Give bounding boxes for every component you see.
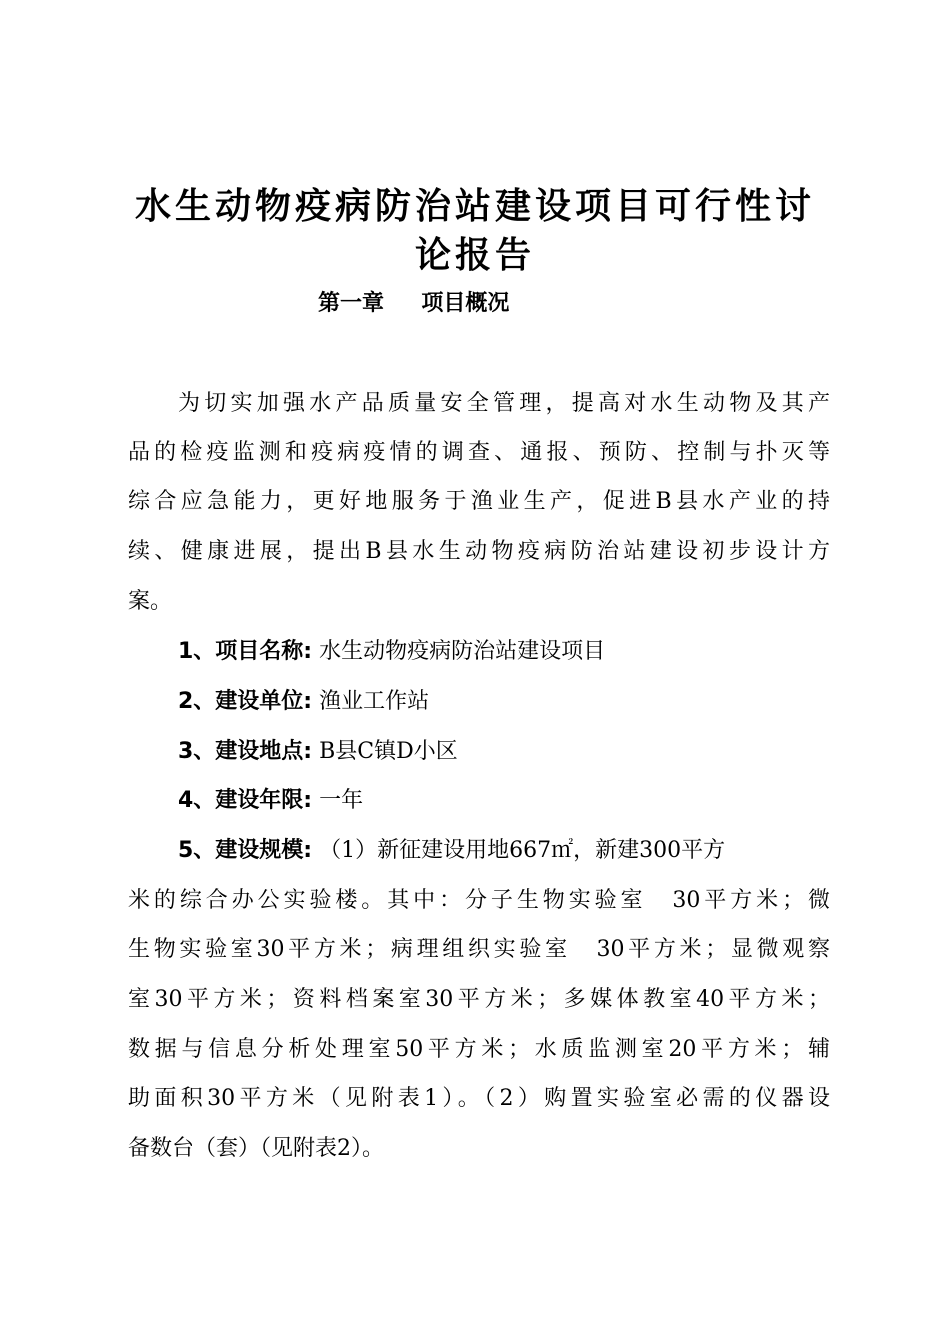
scale-line: 米的综合办公实验楼。其中：分子生物实验室 30平方米；微 [128,888,830,913]
scale-line: 生物实验室30平方米；病理组织实验室 30平方米；显微观察 [128,937,830,962]
item-construction-unit [178,686,429,718]
intro-line: 为切实加强水产品质量安全管理，提高对水生动物及其产 [178,391,830,416]
item-label: 5、建设规模: [178,838,313,863]
intro-line: 续、健康进展，提出B县水生动物疫病防治站建设初步设计方 [128,539,830,564]
scale-line: 数据与信息分析处理室50平方米；水质监测室20平方米；辅 [128,1037,830,1062]
document-title-line-2: 论报告 [414,235,535,276]
item-label: 1、项目名称: [178,639,313,664]
item-value: 渔业工作站 [312,689,430,714]
scale-first-line [178,835,725,867]
item-value: 一年 [312,788,364,813]
intro-line: 品的检疫监测和疫病疫情的调查、通报、预防、控制与扑灭等 [128,440,830,465]
chapter-heading: 第一章 项目概况 [318,291,510,316]
item-construction-site [178,736,458,768]
scale-line: 室30平方米；资料档案室30平方米；多媒体教室40平方米； [128,987,830,1012]
item-value: 水生动物疫病防治站建设项目 [312,639,606,664]
item-label: 3、建设地点: [178,739,313,764]
scale-line: 备数台（套）（见附表2）。 [128,1136,384,1161]
item-project-name [178,636,605,668]
intro-line: 案。 [128,589,173,614]
intro-line: 综合应急能力，更好地服务于渔业生产，促进B县水产业的持 [128,489,830,514]
item-label: 2、建设单位: [178,689,313,714]
document-title-line-1: 水生动物疫病防治站建设项目可行性讨 [134,186,815,227]
scale-line: 助面积30平方米（见附表1）。（2）购置实验室必需的仪器设 [128,1086,830,1111]
item-value: （1）新征建设用地667㎡，新建300平方 [312,838,726,863]
item-value: B县C镇D小区 [312,739,458,764]
item-construction-period [178,785,363,817]
item-label: 4、建设年限: [178,788,313,813]
